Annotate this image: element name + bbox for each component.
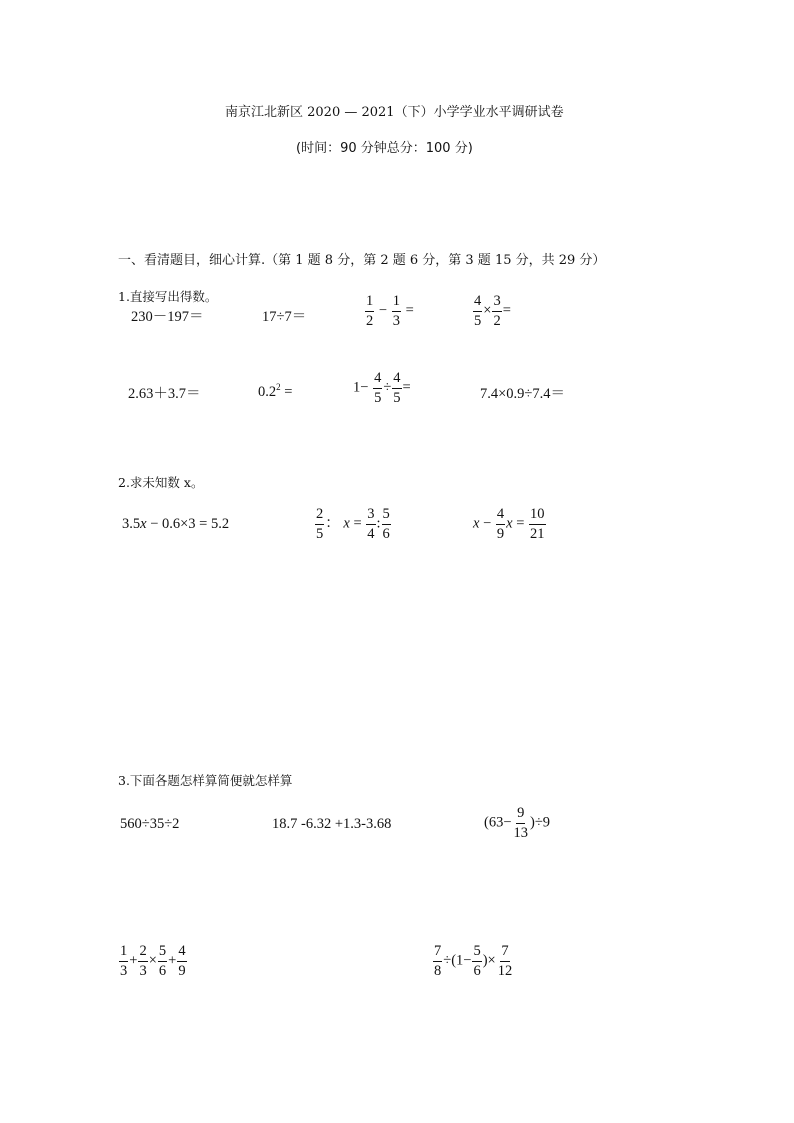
q3-item-1: 560÷35÷2 (120, 816, 180, 832)
q2-item-1: 3.5x − 0.6×3 = 5.2 (122, 516, 230, 532)
q1-item-8: 7.4×0.9÷7.4＝ (480, 386, 566, 402)
q1-item-6: $0.2^2$ = (258, 382, 293, 400)
q1-item-7: 1− $\frac{4}{5}$ ÷ $\frac{4}{5}$ = (353, 370, 411, 406)
q2-item-3: x − $\frac{4}{9}$ x = $\frac{10}{21}$ (473, 506, 545, 542)
q2-item-2: $\frac{2}{5}$ ： x = $\frac{3}{4}$ : $\frac{5}{6}$ (316, 506, 390, 542)
q2-label: 2.求未知数 x。 (118, 475, 204, 490)
q1-item-1: 230－197＝ (131, 309, 204, 325)
q1-item-5: 2.63＋3.7＝ (128, 386, 201, 402)
q3-item-3: (63− $\frac{9}{13}$ )÷9 (484, 805, 551, 841)
q3-item-5: $\frac{7}{8}$ ÷(1− $\frac{5}{6}$ )× $\frac{7}{12}$ (434, 943, 513, 979)
q3-item-4: $\frac{1}{3}$ + $\frac{2}{3}$ × $\frac{5}{6}$ + $\frac{4}{9}$ (120, 943, 186, 979)
section-1-heading: 一、看清题目，细心计算.（第 1 题 8 分，第 2 题 6 分，第 3 题 15 分，共 29 分） (118, 253, 606, 268)
q1-item-2: 17÷7＝ (262, 309, 307, 325)
q1-item-4: $\frac{4}{5}$ × $\frac{3}{2}$ = (474, 293, 511, 329)
q1-item-3: $\frac{1}{2}$ − $\frac{1}{3}$ = (366, 293, 414, 329)
q1-label: 1.直接写出得数。 (118, 289, 218, 304)
q3-item-2: 18.7 -6.32 +1.3-3.68 (272, 816, 392, 832)
exam-subtitle: (时间：90 分钟总分：100 分) (296, 141, 473, 156)
exam-title: 南京江北新区 2020 — 2021（下）小学学业水平调研试卷 (225, 105, 564, 120)
q3-label: 3.下面各题怎样算简便就怎样算 (118, 773, 293, 788)
